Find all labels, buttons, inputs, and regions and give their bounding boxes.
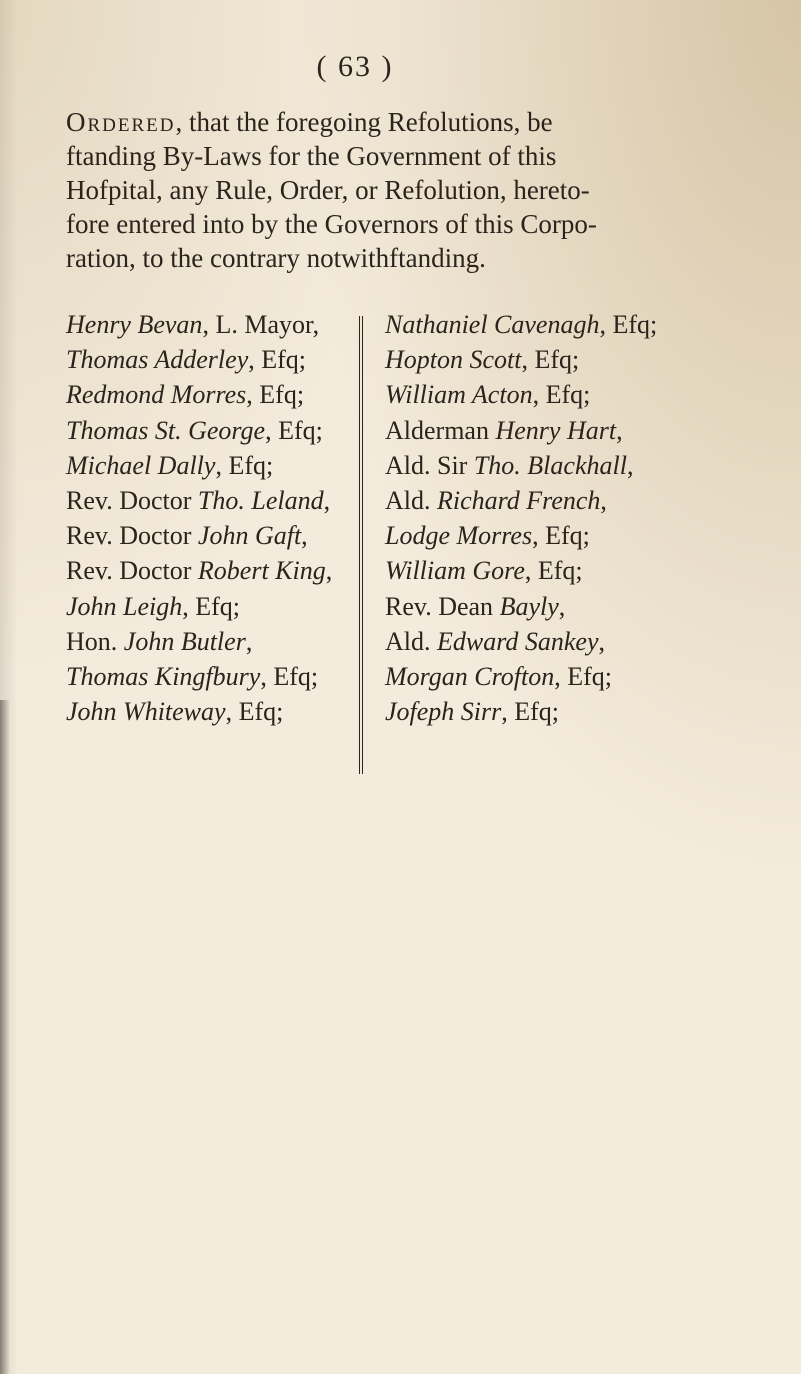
signatory-name: Lodge Morres [385,521,533,551]
signatory-name: Edward Sankey [437,626,599,656]
signatory-name: John Leigh [66,591,183,621]
signatory-suffix: , L. Mayor, [202,310,320,339]
signatory-entry [385,342,795,377]
lead-word: Ordered [66,107,176,137]
signatory-suffix: , [616,415,623,445]
signatory-suffix: , Efq; [501,697,560,727]
signatory-entry [66,413,346,448]
signatory-name: Tho. Leland [197,486,324,516]
paragraph-line: ration, to the contrary notwithftanding. [66,243,486,273]
signatory-suffix: , [558,591,566,621]
signatory-name: John Whiteway [66,697,226,727]
signatory-entry [66,624,346,659]
signatory-name: Thomas Adderley [66,345,249,375]
signatory-suffix: , Efq; [521,345,580,375]
signatory-name: Nathaniel Cavenagh [385,310,600,339]
signatory-entry [66,553,346,588]
signatory-prefix: Alderman [385,415,496,445]
signatory-name: John Butler [123,626,246,656]
signatory-entry [66,589,346,624]
paragraph-line: ftanding By-Laws for the Government of this [66,141,557,171]
signatory-name: Thomas Kingfbury [66,662,261,692]
signatory-name: Michael Dally [66,450,216,480]
signatory-name: Hopton Scott [385,345,522,375]
signatory-entry [385,377,795,412]
signatory-name: Tho. Blackhall [473,450,627,480]
signatory-prefix: Rev. Dean [385,591,500,621]
signatory-entry [385,448,795,483]
column-divider [359,316,363,774]
signatory-suffix: , [600,486,607,516]
signatory-entry [66,483,346,518]
signatory-entry [385,589,795,624]
signatory-prefix: Ald. Sir [385,450,474,480]
signatory-suffix: , [626,450,634,480]
signatory-suffix: , Efq; [260,662,319,692]
signatory-entry [385,307,795,342]
signatory-suffix: , [325,556,333,586]
signatory-suffix: , Efq; [554,662,613,692]
signatories-left-column [66,307,346,729]
signatory-suffix: , [301,521,308,551]
signatory-prefix: Rev. Doctor [66,521,198,551]
signatory-suffix: , Efq; [215,450,274,480]
signatory-name: Bayly [499,591,559,621]
signatory-suffix: , Efq; [246,380,305,410]
signatory-entry [66,342,346,377]
signatories-right-column [385,307,795,729]
page-number: ( 63 ) [316,50,394,83]
signatory-suffix: , Efq; [532,380,591,410]
signatory-entry [385,483,795,518]
signatory-suffix: , Efq; [182,591,241,621]
signatory-entry [385,518,795,553]
signatory-name: Robert King [197,556,326,586]
binding-shadow [0,700,10,1374]
signatory-entry [385,553,795,588]
signatory-name: Morgan Crofton [385,662,555,692]
signatory-prefix: Ald. [385,486,437,516]
signatory-prefix: Rev. Doctor [66,486,198,516]
signatory-suffix: , [245,626,253,656]
signatory-prefix: Hon. [66,626,124,656]
signatory-suffix: , Efq; [248,345,306,375]
signatory-entry [66,448,346,483]
signatory-suffix: , Efq; [599,310,658,339]
signatory-suffix: , Efq; [524,556,583,586]
paragraph-line [66,105,756,139]
signatory-suffix: , Efq; [532,521,590,551]
paragraph-line: Hofpital, any Rule, Order, or Refolution, hereto- [66,175,590,205]
signatory-suffix: , Efq; [265,415,323,445]
signatory-name: Richard French [437,486,601,516]
signatory-entry [385,413,795,448]
signatory-prefix: Ald. [385,626,437,656]
signatory-entry [385,624,795,659]
paragraph-line: fore entered into by the Governors of this Corpo- [66,209,597,239]
signatory-name: Redmond Morres [66,380,247,410]
signatory-suffix: , [323,486,331,516]
paragraph-line-text: , that the foregoing Refolutions, be [175,107,553,137]
signatory-entry [385,694,795,729]
signatory-name: Jofeph Sirr [385,697,502,727]
signatory-entry [66,377,346,412]
signatory-prefix: Rev. Doctor [66,556,198,586]
signatory-suffix: , [598,626,605,656]
signatory-name: Henry Hart [495,415,617,445]
signatory-suffix: , Efq; [225,697,284,727]
resolution-paragraph [66,105,756,275]
signatory-entry [66,694,346,729]
signatory-entry [385,659,795,694]
signatory-name: William Acton [385,380,533,410]
signatory-entry [66,307,346,342]
signatory-name: Henry Bevan [66,310,203,339]
signatory-name: John Gaft [197,521,302,551]
signatory-entry [66,518,346,553]
signatory-entry [66,659,346,694]
signatory-name: William Gore [385,556,525,586]
signatory-name: Thomas St. George [66,415,266,445]
